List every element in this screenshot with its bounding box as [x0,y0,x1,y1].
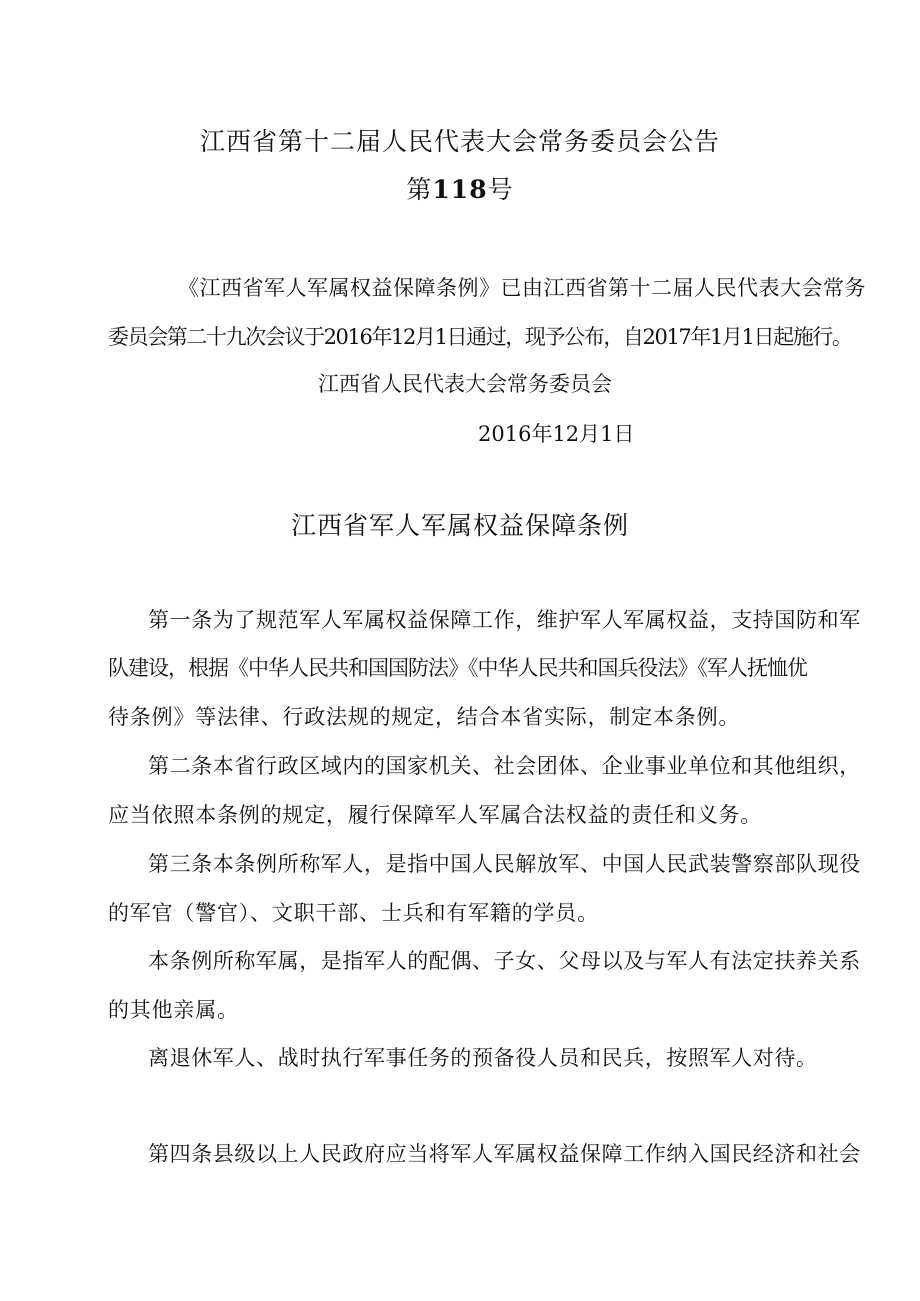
announcement-number-suffix: 号 [487,175,514,204]
announcement-number-value: 118 [432,175,488,204]
regulation-line: 离退休军人、战时执行军事任务的预备役人员和民兵，按照军人对待。 [148,1046,818,1070]
regulation-line: 的其他亲属。 [108,998,239,1022]
regulation-line: 第三条本条例所称军人，是指中国人民解放军、中国人民武装警察部队现役 [148,852,861,876]
announcement-body-line-1: 《江西省军人军属权益保障条例》已由江西省第十二届人民代表大会常务 [178,276,866,300]
regulation-line: 第一条为了规范军人军属权益保障工作，维护军人军属权益，支持国防和军 [148,608,861,632]
regulation-line: 队建设，根据《中华人民共和国国防法》《中华人民共和国兵役法》《军人抚恤优 [108,656,807,680]
announcement-date: 2016年12月1日 [478,422,635,446]
regulation-title: 江西省军人军属权益保障条例 [290,511,629,540]
announcement-body-line-2: 委员会第二十九次会议于2016年12月1日通过，现予公布，自2017年1月1日起施行。 [108,325,852,349]
regulation-line: 第二条本省行政区域内的国家机关、社会团体、企业事业单位和其他组织， [148,754,861,778]
announcement-number-prefix: 第 [406,175,433,204]
announcement-issuer: 江西省人民代表大会常务委员会 [318,372,612,396]
regulation-line: 待条例》等法律、行政法规的规定，结合本省实际，制定本条例。 [108,705,741,729]
announcement-title: 江西省第十二届人民代表大会常务委员会公告 [199,127,720,156]
regulation-line: 本条例所称军属，是指军人的配偶、子女、父母以及与军人有法定扶养关系 [148,949,861,973]
announcement-number [0,174,920,206]
regulation-line: 第四条县级以上人民政府应当将军人军属权益保障工作纳入国民经济和社会 [148,1142,861,1166]
regulation-line: 应当依照本条例的规定，履行保障军人军属合法权益的责任和义务。 [108,803,762,827]
regulation-line: 的军官（警官）、文职干部、士兵和有军籍的学员。 [108,901,599,925]
